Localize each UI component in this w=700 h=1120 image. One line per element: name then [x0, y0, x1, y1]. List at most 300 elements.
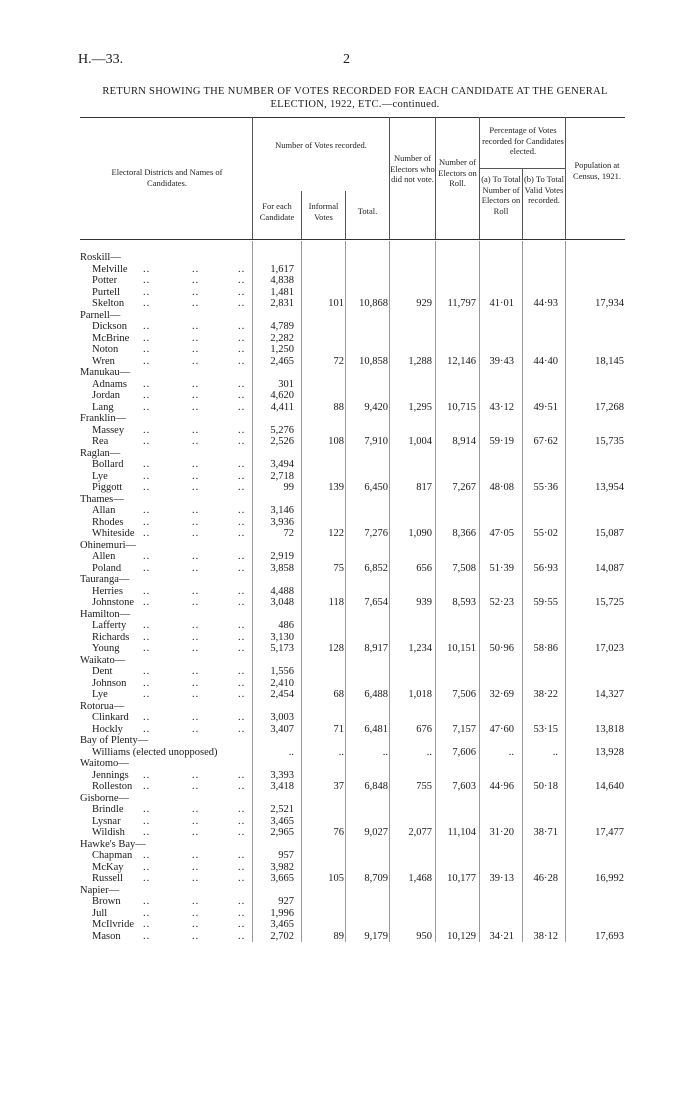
district-name: Roskill— — [80, 252, 121, 263]
candidate-name: Williams (elected unopposed) — [92, 746, 218, 758]
district-row — [0, 252, 700, 264]
candidate-name: Allen — [92, 551, 116, 562]
district-row — [0, 574, 700, 586]
candidate-row — [0, 402, 700, 414]
electors-not-voted: 755 — [416, 781, 432, 792]
district-name: Hawke's Bay— — [80, 838, 146, 850]
candidate-row — [0, 379, 700, 391]
candidate-row — [0, 678, 700, 690]
leader-dots: .. — [192, 827, 200, 838]
candidate-name: Lysnar — [92, 815, 121, 827]
leader-dots: .. — [192, 551, 200, 562]
col-header-per-candidate: For each Candidate — [259, 201, 295, 222]
leader-dots: .. — [192, 505, 200, 516]
electors-on-roll: 8,366 — [452, 528, 476, 539]
leader-dots: .. — [238, 827, 246, 838]
leader-dots: .. — [238, 459, 246, 470]
percent-of-valid: 49·51 — [533, 401, 558, 413]
district-name: Parnell— — [80, 309, 121, 321]
district-name: Napier— — [80, 884, 120, 896]
leader-dots: .. — [238, 298, 246, 309]
candidate-row — [0, 770, 700, 782]
district-name: Franklin— — [80, 413, 127, 424]
candidate-votes: 3,465 — [270, 815, 294, 827]
candidate-name: Potter — [92, 275, 118, 286]
percent-of-valid: 44·40 — [533, 355, 558, 367]
candidate-name: Dent — [92, 666, 113, 677]
percent-of-roll: 31·20 — [489, 827, 514, 838]
leader-dots: .. — [192, 298, 200, 309]
candidate-votes: 4,488 — [270, 585, 294, 597]
leader-dots: .. — [238, 804, 246, 815]
leader-dots: .. — [238, 482, 246, 493]
leader-dots: .. — [238, 896, 246, 907]
leader-dots: .. — [192, 344, 200, 355]
candidate-votes: 957 — [278, 850, 294, 861]
district-name: Rotorua— — [80, 700, 125, 712]
candidate-name: Clinkard — [92, 712, 129, 723]
candidate-row — [0, 563, 700, 575]
candidate-name: Wren — [92, 355, 115, 367]
candidate-row — [0, 298, 700, 310]
electors-not-voted: 1,090 — [408, 528, 432, 539]
candidate-row — [0, 781, 700, 793]
candidate-row — [0, 505, 700, 517]
district-row — [0, 735, 700, 747]
leader-dots: .. — [192, 873, 200, 884]
candidate-name: Noton — [92, 344, 119, 355]
leader-dots: .. — [143, 643, 151, 654]
electors-on-roll: 10,129 — [447, 930, 476, 942]
percent-of-roll: 43·12 — [489, 401, 514, 413]
informal-votes: 108 — [328, 436, 344, 447]
candidate-votes: 2,282 — [270, 332, 294, 344]
candidate-votes: 5,276 — [270, 424, 294, 436]
candidate-name: Lye — [92, 689, 108, 700]
district-row — [0, 701, 700, 713]
col-divider — [389, 241, 390, 942]
leader-dots: .. — [192, 643, 200, 654]
leader-dots: .. — [143, 355, 151, 367]
candidate-votes: 3,418 — [270, 781, 294, 792]
candidate-name: Poland — [92, 562, 122, 574]
percent-of-valid: 46·28 — [533, 873, 558, 884]
percent-of-valid: 53·15 — [533, 723, 558, 735]
candidate-name: Adnams — [92, 378, 127, 390]
leader-dots: .. — [143, 896, 151, 907]
percent-of-valid: 44·93 — [533, 298, 558, 309]
total-votes: 7,910 — [364, 436, 388, 447]
col-header-pct-group: Percentage of Votes recorded for Candidates elected. — [482, 125, 564, 156]
col-header-roll: Number of Electors on Roll. — [438, 157, 477, 188]
leader-dots: .. — [192, 804, 200, 815]
candidate-votes: 3,494 — [270, 459, 294, 470]
candidate-name: Allan — [92, 505, 116, 516]
leader-dots: .. — [192, 907, 200, 919]
col-divider — [479, 168, 565, 169]
leader-dots: .. — [143, 436, 151, 447]
percent-of-roll: 39·13 — [489, 873, 514, 884]
leader-dots: .. — [238, 516, 246, 528]
candidate-name: Brown — [92, 896, 121, 907]
candidate-name: Russell — [92, 873, 123, 884]
leader-dots: .. — [238, 436, 246, 447]
leader-dots: .. — [192, 666, 200, 677]
leader-dots: .. — [238, 712, 246, 723]
candidate-votes: 2,454 — [270, 689, 294, 700]
leader-dots: .. — [192, 631, 200, 643]
total-votes: 8,917 — [364, 643, 388, 654]
district-row — [0, 367, 700, 379]
total-votes: 6,852 — [364, 562, 388, 574]
leader-dots: .. — [143, 528, 151, 539]
informal-votes: 105 — [328, 873, 344, 884]
leader-dots: .. — [192, 712, 200, 723]
percent-of-roll: 47·05 — [489, 528, 514, 539]
candidate-row — [0, 689, 700, 701]
col-divider — [435, 241, 436, 942]
candidate-votes: 3,048 — [270, 597, 294, 608]
district-row — [0, 793, 700, 805]
candidate-row — [0, 459, 700, 471]
candidate-votes: 3,407 — [270, 723, 294, 735]
leader-dots: .. — [143, 332, 151, 344]
candidate-name: Jennings — [92, 769, 129, 781]
candidate-row — [0, 666, 700, 678]
population-1921: 13,928 — [595, 746, 624, 758]
candidate-votes: 3,465 — [270, 919, 294, 930]
candidate-name: Jordan — [92, 390, 120, 401]
candidate-name: Herries — [92, 585, 123, 597]
candidate-row — [0, 931, 700, 943]
percent-of-roll: 50·96 — [489, 643, 514, 654]
candidate-votes: 2,919 — [270, 551, 294, 562]
population-1921: 16,992 — [595, 873, 624, 884]
leader-dots: .. — [192, 321, 200, 332]
col-divider — [252, 241, 253, 942]
candidate-votes: 3,146 — [270, 505, 294, 516]
leader-dots: .. — [192, 286, 200, 298]
candidate-name: Mason — [92, 930, 121, 942]
leader-dots: .. — [192, 332, 200, 344]
population-1921: 13,954 — [595, 482, 624, 493]
leader-dots: .. — [238, 562, 246, 574]
leader-dots: .. — [143, 827, 151, 838]
district-row — [0, 310, 700, 322]
electors-on-roll: 11,104 — [447, 827, 476, 838]
candidate-row — [0, 632, 700, 644]
candidate-row — [0, 586, 700, 598]
candidate-row — [0, 275, 700, 287]
district-name: Manukau— — [80, 367, 131, 378]
leader-dots: .. — [192, 620, 200, 631]
candidate-name: Skelton — [92, 298, 125, 309]
leader-dots: .. — [143, 286, 151, 298]
leader-dots: .. — [143, 712, 151, 723]
district-name: Thames— — [80, 493, 124, 505]
electors-not-voted: 1,234 — [408, 643, 432, 654]
total-votes: 9,179 — [364, 930, 388, 942]
population-1921: 17,693 — [595, 930, 624, 942]
candidate-votes: 5,173 — [270, 643, 294, 654]
leader-dots: .. — [238, 585, 246, 597]
electors-on-roll: 7,508 — [452, 562, 476, 574]
district-name: Hamilton— — [80, 608, 131, 620]
leader-dots: .. — [192, 815, 200, 827]
percent-of-valid: .. — [552, 746, 558, 758]
electors-on-roll: 10,715 — [447, 401, 476, 413]
leader-dots: .. — [143, 620, 151, 631]
leader-dots: .. — [238, 643, 246, 654]
leader-dots: .. — [238, 470, 246, 482]
col-header-districts: Electoral Districts and Names of Candidates. — [111, 167, 223, 188]
leader-dots: .. — [192, 781, 200, 792]
informal-votes: 89 — [333, 930, 344, 942]
electors-not-voted: 939 — [416, 597, 432, 608]
leader-dots: .. — [192, 390, 200, 401]
candidate-votes: 3,936 — [270, 516, 294, 528]
leader-dots: .. — [238, 907, 246, 919]
candidate-votes: 2,465 — [270, 355, 294, 367]
page-number: 2 — [343, 52, 350, 67]
percent-of-valid: 38·12 — [533, 930, 558, 942]
district-row — [0, 885, 700, 897]
leader-dots: .. — [143, 516, 151, 528]
percent-of-roll: 32·69 — [489, 689, 514, 700]
candidate-row — [0, 436, 700, 448]
electors-not-voted: 1,288 — [408, 355, 432, 367]
total-votes: 7,276 — [364, 528, 388, 539]
leader-dots: .. — [238, 355, 246, 367]
candidate-votes: 2,702 — [270, 930, 294, 942]
leader-dots: .. — [238, 528, 246, 539]
leader-dots: .. — [143, 677, 151, 689]
candidate-name: Lang — [92, 401, 114, 413]
candidate-row — [0, 482, 700, 494]
leader-dots: .. — [143, 861, 151, 873]
candidate-votes: 4,411 — [270, 401, 294, 413]
total-votes: 7,654 — [364, 597, 388, 608]
electors-on-roll: 11,797 — [447, 298, 476, 309]
electors-on-roll: 8,593 — [452, 597, 476, 608]
candidate-row — [0, 551, 700, 563]
candidate-name: Jull — [92, 907, 108, 919]
col-divider — [479, 241, 480, 942]
candidate-row — [0, 471, 700, 483]
percent-of-roll: 51·39 — [489, 562, 514, 574]
candidate-name: Dickson — [92, 321, 127, 332]
leader-dots: .. — [238, 781, 246, 792]
electors-on-roll: 10,151 — [447, 643, 476, 654]
candidate-name: Bollard — [92, 459, 124, 470]
leader-dots: .. — [192, 482, 200, 493]
candidate-votes: 2,521 — [270, 804, 294, 815]
population-1921: 17,023 — [595, 643, 624, 654]
leader-dots: .. — [238, 551, 246, 562]
district-name: Waitomo— — [80, 758, 129, 769]
candidate-name: Young — [92, 643, 120, 654]
leader-dots: .. — [238, 321, 246, 332]
electors-not-voted: 2,077 — [408, 827, 432, 838]
percent-of-roll: 52·23 — [489, 597, 514, 608]
candidate-name: Johnson — [92, 677, 127, 689]
candidate-votes: .. — [288, 746, 294, 758]
electors-on-roll: 7,506 — [452, 689, 476, 700]
informal-votes: 139 — [328, 482, 344, 493]
candidate-row — [0, 643, 700, 655]
percent-of-roll: 48·08 — [489, 482, 514, 493]
leader-dots: .. — [192, 585, 200, 597]
col-divider — [565, 117, 566, 239]
candidate-votes: 927 — [278, 896, 294, 907]
district-row — [0, 758, 700, 770]
percent-of-valid: 56·93 — [533, 562, 558, 574]
candidate-name: Brindle — [92, 804, 124, 815]
leader-dots: .. — [192, 597, 200, 608]
total-votes: 10,858 — [359, 355, 388, 367]
leader-dots: .. — [143, 873, 151, 884]
leader-dots: .. — [192, 378, 200, 390]
electors-not-voted: 929 — [416, 298, 432, 309]
leader-dots: .. — [192, 769, 200, 781]
candidate-name: Piggott — [92, 482, 123, 493]
total-votes: 10,868 — [359, 298, 388, 309]
candidate-votes: 3,982 — [270, 861, 294, 873]
electors-not-voted: 950 — [416, 930, 432, 942]
candidate-votes: 3,003 — [270, 712, 294, 723]
total-votes: 6,481 — [364, 723, 388, 735]
leader-dots: .. — [238, 861, 246, 873]
electors-not-voted: 1,004 — [408, 436, 432, 447]
candidate-votes: 3,393 — [270, 769, 294, 781]
leader-dots: .. — [238, 275, 246, 286]
candidate-votes: 4,620 — [270, 390, 294, 401]
leader-dots: .. — [192, 677, 200, 689]
total-votes: 6,488 — [364, 689, 388, 700]
leader-dots: .. — [192, 689, 200, 700]
electors-on-roll: 7,603 — [452, 781, 476, 792]
leader-dots: .. — [143, 631, 151, 643]
candidate-row — [0, 896, 700, 908]
leader-dots: .. — [192, 516, 200, 528]
leader-dots: .. — [238, 401, 246, 413]
col-divider — [301, 241, 302, 942]
population-1921: 18,145 — [595, 355, 624, 367]
total-votes: 9,420 — [364, 401, 388, 413]
leader-dots: .. — [238, 286, 246, 298]
candidate-votes: 3,665 — [270, 873, 294, 884]
candidate-row — [0, 356, 700, 368]
candidate-name: Wildish — [92, 827, 125, 838]
candidate-row — [0, 597, 700, 609]
document-reference: H.—33. — [78, 52, 124, 67]
leader-dots: .. — [143, 459, 151, 470]
total-votes: 6,450 — [364, 482, 388, 493]
leader-dots: .. — [143, 930, 151, 942]
population-1921: 15,725 — [595, 597, 624, 608]
candidate-name: Hockly — [92, 723, 123, 735]
candidate-row — [0, 908, 700, 920]
informal-votes: 72 — [333, 355, 344, 367]
percent-of-valid: 55·02 — [533, 528, 558, 539]
leader-dots: .. — [192, 401, 200, 413]
electors-on-roll: 7,157 — [452, 723, 476, 735]
leader-dots: .. — [238, 666, 246, 677]
leader-dots: .. — [238, 505, 246, 516]
candidate-votes: 1,250 — [270, 344, 294, 355]
leader-dots: .. — [238, 597, 246, 608]
electors-not-voted: 676 — [416, 723, 432, 735]
leader-dots: .. — [143, 562, 151, 574]
page-title: RETURN SHOWING THE NUMBER OF VOTES RECORDED FOR EACH CANDIDATE AT THE GENERAL — [102, 86, 608, 97]
candidate-row — [0, 862, 700, 874]
col-header-abstained: Number of Electors who did not vote. — [390, 153, 435, 184]
district-name: Waikato— — [80, 654, 126, 666]
leader-dots: .. — [238, 919, 246, 930]
percent-of-roll: 39·43 — [489, 355, 514, 367]
candidate-name: Purtell — [92, 286, 120, 298]
candidate-votes: 1,481 — [270, 286, 294, 298]
percent-of-roll: 41·01 — [489, 298, 514, 309]
population-1921: 17,934 — [595, 298, 624, 309]
leader-dots: .. — [143, 907, 151, 919]
candidate-name: Whiteside — [92, 528, 135, 539]
leader-dots: .. — [143, 723, 151, 735]
candidate-votes: 72 — [283, 528, 294, 539]
population-1921: 14,087 — [595, 562, 624, 574]
candidate-row — [0, 333, 700, 345]
leader-dots: .. — [192, 861, 200, 873]
informal-votes: 128 — [328, 643, 344, 654]
leader-dots: .. — [143, 378, 151, 390]
district-row — [0, 448, 700, 460]
leader-dots: .. — [238, 815, 246, 827]
leader-dots: .. — [192, 470, 200, 482]
percent-of-valid: 67·62 — [533, 436, 558, 447]
candidate-row — [0, 620, 700, 632]
candidate-row — [0, 712, 700, 724]
candidate-name: McBrine — [92, 332, 130, 344]
percent-of-valid: 50·18 — [533, 781, 558, 792]
candidate-row — [0, 919, 700, 931]
col-header-total: Total. — [357, 206, 378, 216]
candidate-votes: 2,410 — [270, 677, 294, 689]
total-votes: 9,027 — [364, 827, 388, 838]
electors-on-roll: 7,267 — [452, 482, 476, 493]
candidate-votes: 2,718 — [270, 470, 294, 482]
population-1921: 14,327 — [595, 689, 624, 700]
leader-dots: .. — [238, 424, 246, 436]
leader-dots: .. — [238, 263, 246, 275]
leader-dots: .. — [238, 850, 246, 861]
leader-dots: .. — [143, 666, 151, 677]
candidate-votes: 2,526 — [270, 436, 294, 447]
candidate-name: McIlvride — [92, 919, 134, 930]
leader-dots: .. — [143, 551, 151, 562]
electors-not-voted: 1,018 — [408, 689, 432, 700]
candidate-row — [0, 724, 700, 736]
candidate-name: Lafferty — [92, 620, 127, 631]
leader-dots: .. — [192, 355, 200, 367]
leader-dots: .. — [143, 470, 151, 482]
leader-dots: .. — [238, 769, 246, 781]
candidate-row — [0, 827, 700, 839]
leader-dots: .. — [143, 850, 151, 861]
leader-dots: .. — [143, 390, 151, 401]
candidate-row — [0, 287, 700, 299]
electors-not-voted: 656 — [416, 562, 432, 574]
leader-dots: .. — [143, 804, 151, 815]
